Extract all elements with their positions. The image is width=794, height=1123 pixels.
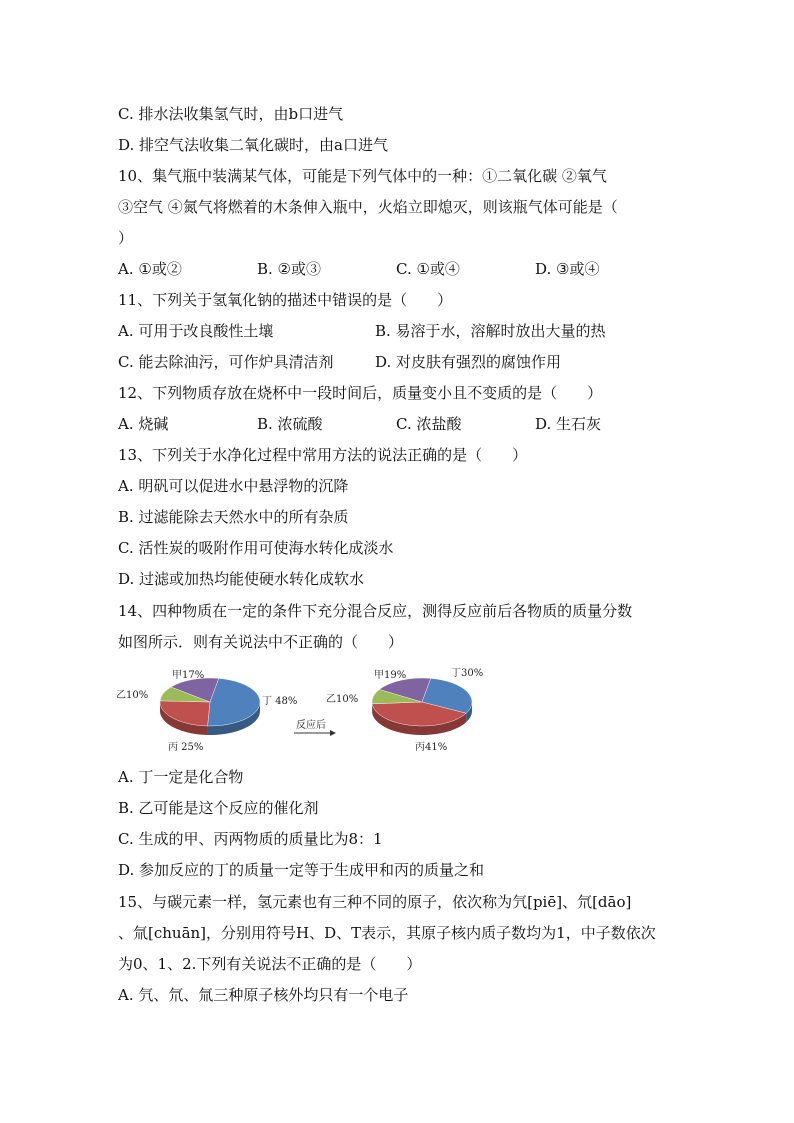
pie-label-丁: 丁30% xyxy=(451,668,484,679)
pie-label-丁: 丁 48% xyxy=(262,696,298,707)
q13-option-d: D. 过滤或加热均能使硬水转化成软水 xyxy=(118,570,365,588)
q11-option-c: C. 能去除油污，可作炉具清洁剂 xyxy=(118,353,334,371)
q13-option-c: C. 活性炭的吸附作用可使海水转化成淡水 xyxy=(118,539,394,557)
q11-option-b: B. 易溶于水，溶解时放出大量的热 xyxy=(375,322,606,340)
pie-label-丙: 丙 25% xyxy=(168,742,204,753)
pie-label-甲: 甲19% xyxy=(374,670,407,681)
q13-option-b: B. 过滤能除去天然水中的所有杂质 xyxy=(118,508,349,526)
q10-option-c: C. ①或④ xyxy=(396,260,460,278)
q11-option-d: D. 对皮肤有强烈的腐蚀作用 xyxy=(375,353,562,371)
q14-option-b: B. 乙可能是这个反应的催化剂 xyxy=(118,799,319,817)
q15-stem-line3: 为0、1、2.下列有关说法不正确的是（ ） xyxy=(118,955,422,973)
reaction-arrow xyxy=(294,718,336,736)
q14-option-a: A. 丁一定是化合物 xyxy=(118,768,244,786)
q11-stem: 11、下列关于氢氧化钠的描述中错误的是（ ） xyxy=(118,291,453,309)
q15-stem-line1: 15、与碳元素一样，氢元素也有三种不同的原子，依次称为氕[piē]、氘[dāo] xyxy=(118,893,632,911)
q11-option-a: A. 可用于改良酸性土壤 xyxy=(118,322,274,340)
q15-option-a: A. 氕、氘、氚三种原子核外均只有一个电子 xyxy=(118,986,409,1004)
q12-option-b: B. 浓硫酸 xyxy=(257,415,323,433)
q14-pie-svg xyxy=(112,660,492,760)
q14-stem-line2: 如图所示．则有关说法中不正确的（ ） xyxy=(118,633,404,651)
pie-label-乙: 乙10% xyxy=(116,690,149,701)
pie-label-甲: 甲17% xyxy=(172,670,205,681)
q14-option-c: C. 生成的甲、丙两物质的质量比为8：1 xyxy=(118,830,383,848)
q14-option-d: D. 参加反应的丁的质量一定等于生成甲和丙的质量之和 xyxy=(118,861,485,879)
q10-stem-line3: ） xyxy=(118,229,134,247)
q12-option-a: A. 烧碱 xyxy=(118,415,169,433)
q12-option-d: D. 生石灰 xyxy=(535,415,602,433)
q10-option-b: B. ②或③ xyxy=(257,260,322,278)
q14-stem-line1: 14、四种物质在一定的条件下充分混合反应，测得反应前后各物质的质量分数 xyxy=(118,602,633,620)
pie-label-丙: 丙41% xyxy=(415,742,448,753)
q10-stem-line2: ③空气 ④氮气将燃着的木条伸入瓶中，火焰立即熄灭，则该瓶气体可能是（ xyxy=(118,198,618,216)
q15-stem-line2: 、氚[chuān]，分别用符号H、D、T表示，其原子核内质子数均为1，中子数依次 xyxy=(118,924,656,942)
q12-option-c: C. 浓盐酸 xyxy=(396,415,462,433)
q13-stem: 13、下列关于水净化过程中常用方法的说法正确的是（ ） xyxy=(118,446,528,464)
pie-before-reaction xyxy=(116,669,297,753)
arrow-label: 反应后 xyxy=(296,720,326,731)
pie-after-reaction xyxy=(326,667,483,753)
q12-stem: 12、下列物质存放在烧杯中一段时间后，质量变小且不变质的是（ ） xyxy=(118,384,603,402)
q10-option-a: A. ①或② xyxy=(118,260,182,278)
q9-option-c: C. 排水法收集氢气时，由b口进气 xyxy=(118,105,344,123)
q10-option-d: D. ③或④ xyxy=(535,260,600,278)
q10-stem-line1: 10、集气瓶中装满某气体，可能是下列气体中的一种：①二氧化碳 ②氧气 xyxy=(118,167,607,185)
q13-option-a: A. 明矾可以促进水中悬浮物的沉降 xyxy=(118,477,349,495)
q14-pie-figure xyxy=(112,660,492,760)
pie-label-乙: 乙10% xyxy=(326,694,359,705)
q9-option-d: D. 排空气法收集二氧化碳时，由a口进气 xyxy=(118,136,388,154)
